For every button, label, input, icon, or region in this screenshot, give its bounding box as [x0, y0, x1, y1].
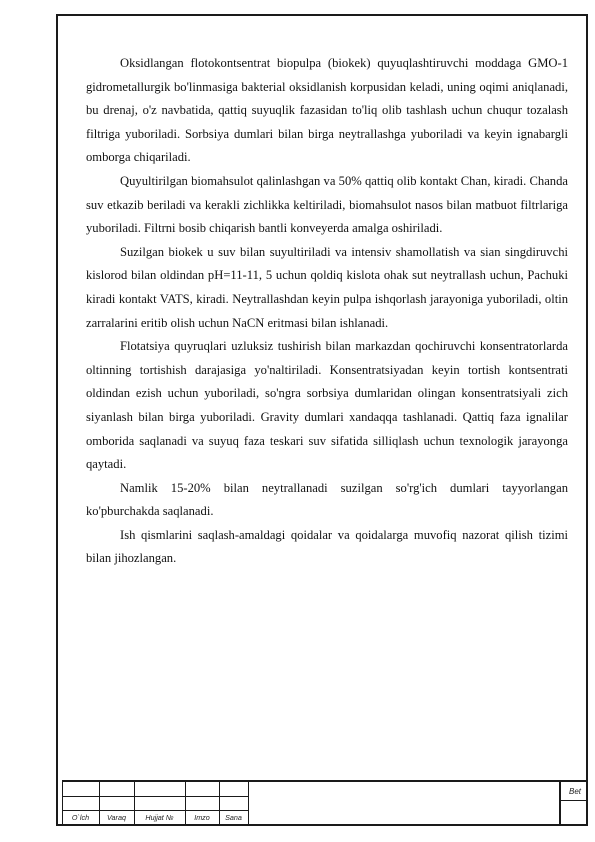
col-label-imzo: Imzo: [194, 813, 210, 822]
title-block-col-divider: [248, 782, 249, 826]
page-label: Bet: [568, 787, 581, 796]
document-body: [86, 52, 568, 571]
title-block-col-divider: [559, 782, 561, 826]
col-label-varaq: Varaq: [107, 813, 126, 822]
paragraph-3: Suzilgan biokek u suv bilan suyultiriladi va intensiv shamollatish va sian singdiruvchi kislorod bilan oldindan pH=11-11, 5 uchun qoldiq kislota ohak sut neytrallash uchun, Pachuki kiradi kontakt VATS, kiradi. Neytrallashdan keyin pulpa ishqorlash jarayoniga yuboriladi, oltin zarralarini eritib olish uchun NaCN eritmasi bilan ishlanadi.: [86, 244, 568, 330]
page-number-divider: [560, 800, 588, 801]
paragraph-4: Flotatsiya quyruqlari uzluksiz tushirish bilan markazdan qochiruvchi konsentratorlarda oltinning tortishish darajasiga yo'naltiriladi. Konsentratsiyadan keyin tortish kontsentrati oldindan ezish uchun yuboriladi, so'ngra sorbsiya dumlaridan olingan konsentratsiyali zich siyanlash bilan birga yuboriladi. Gravity dumlari xandaqqa tashlanadi. Qattiq faza ignalilar omborida saqlanadi va suyuq faza teskari suv sifatida silliqlash uchun texnologik jarayonga qaytadi.: [86, 339, 568, 472]
paragraph-6: Ish qismlarini saqlash-amaldagi qoidalar va qoidalarga muvofiq nazorat qilish tizimi bilan jihozlangan.: [86, 527, 568, 566]
col-label-hujjat: Hujjat №: [145, 813, 174, 822]
paragraph-2: Quyultirilgan biomahsulot qalinlashgan va 50% qattiq olib kontakt Chan, kiradi. Chanda suv etkazib beriladi va kerakli zichlikka keltiriladi, biomahsulot nasos bilan matbuot filtrlariga yuboriladi. Filtrni bosib chiqarish bantli konveyerda amalga oshiriladi.: [86, 173, 568, 236]
paragraph-1: Oksidlangan flotokontsentrat biopulpa (biokek) quyuqlashtiruvchi moddaga GMO-1 gidrometallurgik bo'linmasiga bakterial oksidlanish korpusidan keladi, uning oqimi aniqlanadi, bu drenaj, o'z navbatida, qattiq suyuqlik fazasidan to'liq olib tashlash uchun chuqur tozalash filtriga yuboriladi. Sorbsiya dumlari bilan birga neytrallashga yuboriladi va keyin ignabargli omborga chiqariladi.: [86, 56, 568, 165]
paragraph-5: Namlik 15-20% bilan neytrallanadi suzilgan so'rg'ich dumlari tayyorlangan ko'pburchakda saqlanadi.: [86, 480, 568, 519]
col-label-olch: O`lch: [71, 813, 90, 822]
title-block-row-divider: [62, 810, 248, 811]
col-label-sana: Sana: [225, 813, 242, 822]
title-block-row-divider: [62, 796, 248, 797]
title-block: [62, 780, 588, 826]
